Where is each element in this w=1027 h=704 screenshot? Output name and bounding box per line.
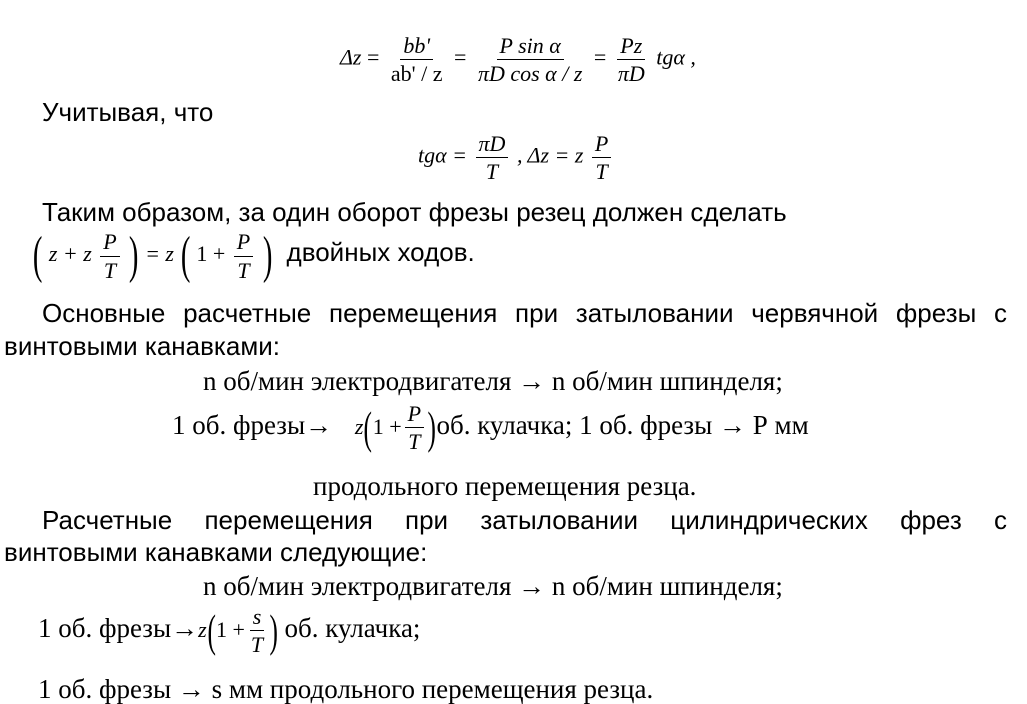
rev2-pre: 1 об. фрезы→ — [38, 612, 199, 643]
eq3-den2: T — [237, 257, 250, 283]
eq2-mid: , Δz = z — [516, 142, 584, 168]
eq3-a: z + z — [48, 241, 92, 267]
left-paren: ( — [32, 227, 43, 284]
equation-tg-alpha — [418, 132, 614, 183]
eq1-f1-den: ab' / z — [390, 61, 443, 87]
line-rpm-2: n об/мин электродвигателя → n об/мин шпинделя; — [203, 571, 783, 601]
rev1-left-paren: ( — [363, 401, 373, 453]
line-rpm-1: n об/мин электродвигателя → n об/мин шпинделя; — [203, 366, 783, 396]
text-main-2b: винтовыми канавками следующие: — [4, 537, 428, 567]
right-paren-2: ) — [262, 227, 273, 284]
equation-delta-z — [340, 34, 696, 85]
eq1-fraction-2 — [475, 34, 585, 85]
eq3-fraction-2 — [234, 230, 253, 281]
rev2-z: z — [198, 616, 207, 642]
eq1-tail: tgα , — [656, 44, 696, 70]
rev2-den: T — [250, 632, 264, 658]
eq1-fraction-3 — [615, 34, 648, 85]
rev2-left-paren: ( — [207, 604, 216, 656]
eq3-num: P — [100, 230, 119, 256]
line-revolution-3: 1 об. фрезы → s мм продольного перемещения резца. — [38, 674, 654, 704]
eq2-f2-den: T — [595, 159, 608, 185]
line-revolution-2 — [38, 605, 420, 656]
text-thus: Таким образом, за один оборот фрезы резец должен сделать — [42, 197, 787, 227]
rev1-right-paren: ) — [427, 401, 437, 453]
line-revolution-1 — [172, 402, 809, 453]
rev2-right-paren: ) — [269, 604, 279, 656]
eq1-f3-den: πD — [617, 61, 645, 87]
eq1-eq-1: = — [366, 44, 380, 70]
eq1-f2-num: P sin α — [497, 34, 564, 60]
eq3-one: 1 + — [196, 241, 226, 267]
eq3-eq: = z — [145, 241, 174, 267]
eq1-f3-num: Pz — [617, 34, 645, 60]
right-paren: ) — [129, 227, 139, 284]
text-main-1b: винтовыми канавками: — [4, 331, 280, 361]
text-main-1: Основные расчетные перемещения при затыловании червячной фрезы с — [42, 298, 1007, 328]
rev1-one: 1 + — [372, 413, 402, 439]
rev2-post: об. кулачка; — [284, 612, 421, 643]
eq1-eq-3: = — [593, 44, 607, 70]
line-longitudinal-1: продольного перемещения резца. — [313, 471, 697, 501]
eq3-den: T — [103, 257, 117, 283]
eq1-fraction-1 — [388, 34, 446, 85]
eq2-fraction-1 — [476, 132, 509, 183]
eq2-fraction-2 — [592, 132, 611, 183]
rev1-z: z — [354, 413, 364, 439]
eq3-fraction-1 — [100, 230, 119, 281]
eq2-f1-den: T — [485, 159, 499, 185]
eq2-f1-num: πD — [476, 132, 509, 158]
rev2-one: 1 + — [216, 616, 245, 642]
eq2-lhs: tgα = — [418, 142, 468, 168]
eq1-f2-den: πD cos α / z — [477, 61, 583, 87]
rev1-den: T — [408, 429, 421, 455]
eq1-eq-2: = — [454, 44, 467, 70]
text-main-2: Расчетные перемещения при затыловании цилиндрических фрез с — [42, 505, 1007, 535]
eq1-f1-num: bb' — [400, 34, 433, 60]
rev1-pre: 1 об. фрезы→ — [172, 409, 333, 440]
eq3-tail: двойных ходов. — [286, 237, 475, 268]
equation-double-strokes — [32, 227, 475, 284]
rev1-post: об. кулачка; 1 об. фрезы → Р мм — [436, 409, 809, 440]
rev2-fraction — [248, 605, 266, 656]
text-considering: Учитывая, что — [42, 97, 214, 127]
eq3-num2: P — [234, 230, 253, 256]
rev1-fraction — [405, 402, 424, 453]
rev1-num: P — [405, 402, 424, 428]
left-paren-2: ( — [180, 227, 190, 284]
eq1-lhs: Δz — [340, 44, 362, 70]
rev2-num: s — [250, 605, 265, 631]
eq2-f2-num: P — [592, 132, 611, 158]
